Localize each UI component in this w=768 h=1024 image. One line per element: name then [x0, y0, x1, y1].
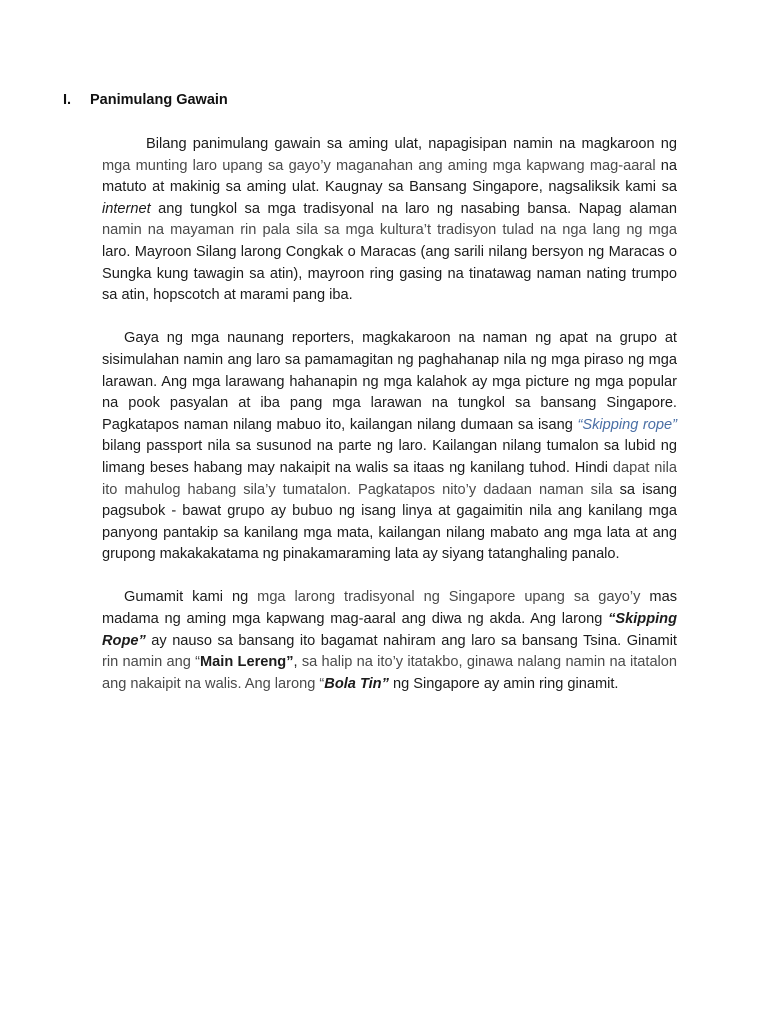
p1-text-2: mga munting laro upang sa gayo’y maganahan ang aming mga kapwang mag-aaral: [102, 157, 656, 174]
document-body: [102, 134, 677, 717]
p1-text-1: Bilang panimulang gawain sa aming ulat, napagisipan namin na magkaroon ng: [146, 136, 677, 152]
section-title: Panimulang Gawain: [90, 92, 228, 108]
p1-text-7: laro. Mayroon Silang larong Congkak o Maracas (ang sarili nilang bersyon ng Maracas o Sungka kung tawagin sa atin), mayroon ring gasing na tinatawag naman nating trumpo sa atin, hopscotch at marami pang iba.: [102, 243, 677, 304]
p2-text-5: sa isang pagsubok - bawat grupo ay bubuo ng isang linya at gagaimitin nila ang kanilang mga panyong pantakip sa kanilang mga mata, kailangan nilang mabato ang mga lata at ang grupong makakakatama ng pinakamaraming lata ay siyang tatanghaling panalo.: [102, 481, 677, 563]
paragraph-2: [102, 328, 677, 566]
p3-text-9: sa halip na ito’y itatakbo, ginawa nalang namin na itatalon ang nakaipit na walis. Ang larong “: [102, 654, 678, 692]
paragraph-3: [102, 587, 677, 695]
p1-text-5: ang tungkol sa mga tradisyonal na laro ng nasabing bansa. Napag alaman: [150, 200, 677, 217]
p3-text-6: rin namin ang “: [102, 654, 201, 671]
paragraph-1: [102, 134, 677, 307]
p2-skipping-rope: “Skipping rope”: [577, 416, 678, 433]
p1-text-6: namin na mayaman rin pala sila sa mga kultura’t tradisyon tulad na nga lang ng mga: [102, 222, 677, 239]
p2-text-3: bilang passport nila sa susunod na parte ng laro. Kailangan nilang tumalon sa lubid ng limang beses habang may nakaipit na walis sa itaas ng kanilang tuhod. Hindi: [102, 438, 677, 476]
section-heading: [63, 92, 228, 108]
p1-text-3: na matuto at makinig sa aming ulat. Kaugnay sa Bansang Singapore, nagsaliksik kami sa: [102, 157, 677, 196]
p3-text-2: mga larong tradisyonal ng Singapore upang sa gayo’y: [257, 589, 641, 606]
section-number: I.: [63, 92, 72, 108]
p3-bola-tin: Bola Tin”: [324, 675, 389, 692]
p3-text-8: ,: [293, 654, 302, 671]
p3-main-lereng: Main Lereng”: [200, 654, 294, 671]
p2-text-4: dapat nila ito mahulog habang sila’y tumatalon. Pagkatapos nito’y dadaan naman sila: [102, 459, 677, 498]
p3-text-1: Gumamit kami ng: [124, 589, 258, 606]
p3-skipping-rope: “Skipping Rope”: [102, 611, 677, 649]
p3-text-11: ng Singapore ay amin ring ginamit.: [388, 675, 619, 692]
p1-internet: internet: [102, 200, 151, 217]
p3-text-3: mas madama ng aming mga kapwang mag-aaral ang diwa ng akda. Ang larong: [102, 589, 677, 628]
p3-text-5: ay nauso sa bansang ito bagamat nahiram ang laro sa bansang Tsina. Ginamit: [145, 632, 677, 649]
p2-text-1: Gaya ng mga naunang reporters, magkakaroon na naman ng apat na grupo at sisimulahan namin ang laro sa pamamagitan ng paghahanap nila ng mga piraso ng mga larawan. Ang mga larawang hahanapin ng mga kalahok ay mga picture ng mga popular na pook pasyalan at iba pang mga larawan na tungkol sa bansang Singapore. Pagkatapos naman nilang mabuo ito, kailangan nilang dumaan sa isang: [102, 330, 677, 433]
